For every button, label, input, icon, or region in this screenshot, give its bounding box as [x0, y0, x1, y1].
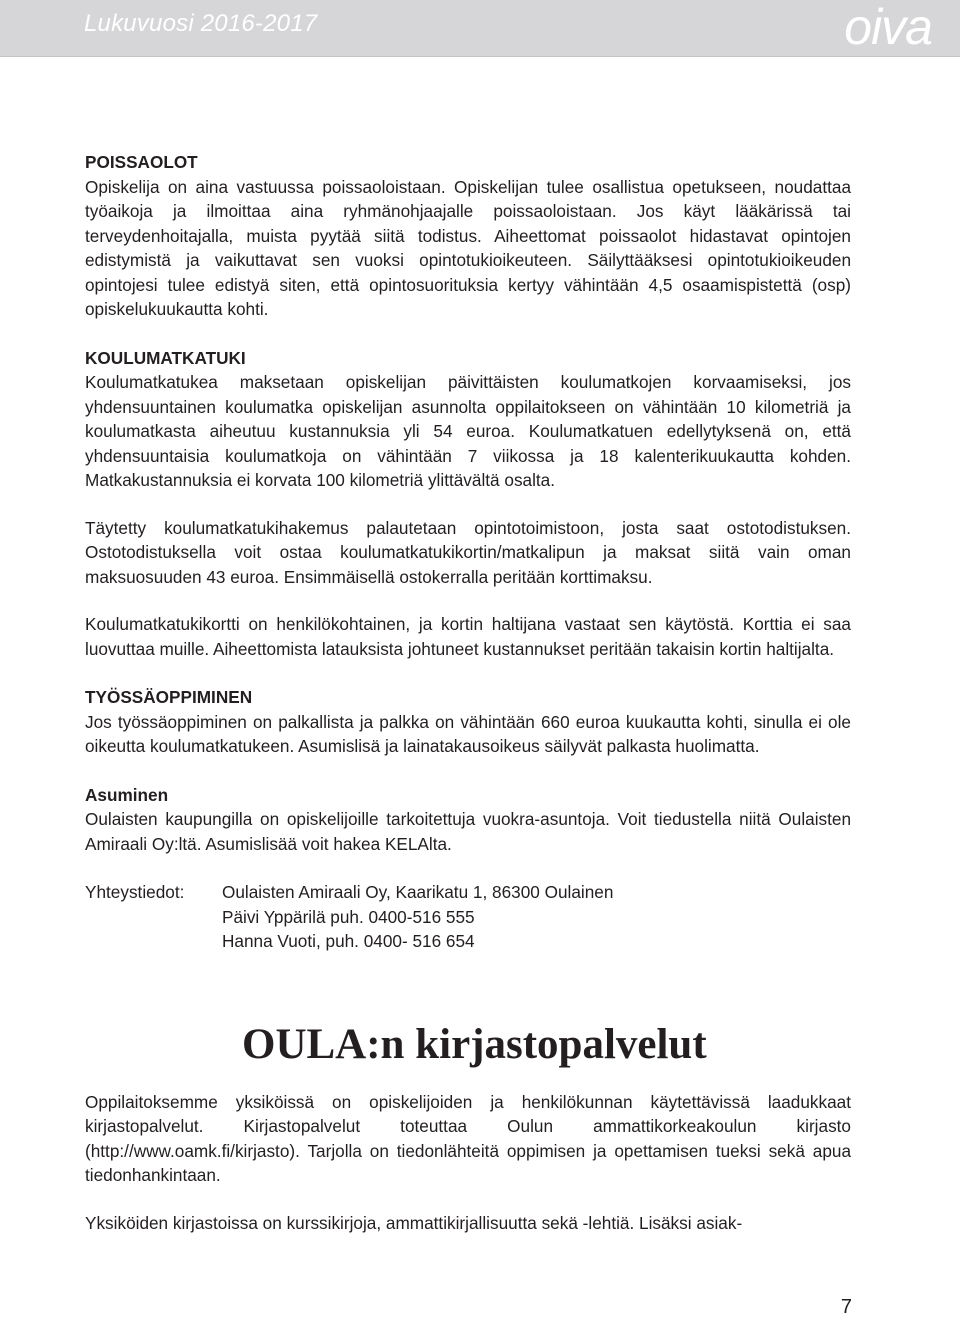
contact-line-company: Oulaisten Amiraali Oy, Kaarikatu 1, 86300 Oulainen — [222, 882, 614, 902]
paragraph-koulumatkatuki-3: Koulumatkatukikortti on henkilökohtainen, ja kortin haltijana vastaat sen käytöstä. Korttia ei saa luovuttaa muille. Aiheettomista latauksista johtuneet kustannukset peritään takaisin kortin haltijalta. — [85, 614, 851, 659]
heading-koulumatkatuki: KOULUMATKATUKI — [85, 347, 246, 368]
contact-line-person-1: Päivi Yppärilä puh. 0400-516 555 — [222, 906, 475, 927]
heading-asuminen: Asuminen — [85, 784, 169, 805]
heading-tyossaoppiminen: TYÖSSÄOPPIMINEN — [85, 687, 253, 707]
heading-poissaolot: POISSAOLOT — [85, 152, 198, 172]
contact-label: Yhteystiedot: — [85, 882, 185, 902]
library-services-title: OULA:n kirjastopalvelut — [242, 1020, 707, 1068]
contact-line-person-2: Hanna Vuoti, puh. 0400- 516 654 — [222, 931, 475, 951]
school-year-title: Lukuvuosi 2016-2017 — [84, 10, 318, 37]
paragraph-koulumatkatuki-1: Koulumatkatukea maksetaan opiskelijan päivittäisten koulumatkojen korvaamiseksi, jos yhdensuuntainen koulumatka opiskelijan asunnolta oppilaitokseen on vähintään 10 kilometriä ja koulumatkasta aiheutuu kustannuksia yli 54 euroa. Koulumatkatuen edellytyksenä on, että yhdensuuntaisia koulumatkoja on vähintään 7 viikossa ja 18 kalenterikuukautta kohden. Matkakustannuksia ei korvata 100 kilometriä ylittävältä osalta. — [85, 372, 851, 490]
paragraph-tyossaoppiminen: Jos työssäoppiminen on palkallista ja palkka on vähintään 660 euroa kuukautta kohti, sinulla ei ole oikeutta koulumatkatukeen. Asumislisä ja lainatakausoikeus säilyvät palkasta huolimatta. — [85, 711, 851, 756]
paragraph-library-2: Yksiköiden kirjastoissa on kurssikirjoja, ammattikirjallisuutta sekä -lehtiä. Lisäksi asiak- — [85, 1212, 743, 1233]
paragraph-koulumatkatuki-2: Täytetty koulumatkatukihakemus palautetaan opintotoimistoon, josta saat ostotodistuksen. Ostotodistuksella voit ostaa koulumatkatukikortin/matkalipun ja maksat siitä vain oman maksuosuuden 43 euroa. Ensimmäisellä ostokerralla peritään korttimaksu. — [85, 517, 851, 587]
page-number: 7 — [840, 1296, 852, 1318]
page-content — [85, 150, 851, 1235]
page-header — [0, 0, 960, 57]
oiva-logo: oiva — [844, 0, 932, 55]
paragraph-poissaolot: Opiskelija on aina vastuussa poissaoloistaan. Opiskelijan tulee osallistua opetukseen, noudattaa työaikoja ja ilmoittaa aina ryhmänohjaajalle poissaoloistaan. Jos käyt lääkärissä tai terveydenhoitajalla, muista pyytää siitä todistus. Aiheettomat poissaolot hidastavat opintojen edistymistä ja vaikuttavat sen vuoksi opintotukioikeuteen. Säilyttääksesi opintotukioikeuden opintojesi tulee edistyä siten, että opintosuorituksia kertyy vähintään 4,5 osaamispistettä (osp) opiskelukuukautta kohti. — [85, 176, 851, 319]
contact-info — [85, 880, 851, 954]
paragraph-library-1: Oppilaitoksemme yksiköissä on opiskelijoiden ja henkilökunnan käytettävissä laadukkaat kirjastopalvelut. Kirjastopalvelut toteuttaa Oulun ammattikorkeakoulun kirjasto (http://www.oamk.fi/kirjasto). Tarjolla on tiedonlähteitä oppimisen ja opettamisen tueksi sekä apua tiedonhankintaan. — [85, 1091, 851, 1185]
paragraph-asuminen: Oulaisten kaupungilla on opiskelijoille tarkoitettuja vuokra-asuntoja. Voit tiedustella niitä Oulaisten Amiraali Oy:ltä. Asumislisää voit hakea KELAlta. — [85, 809, 851, 854]
